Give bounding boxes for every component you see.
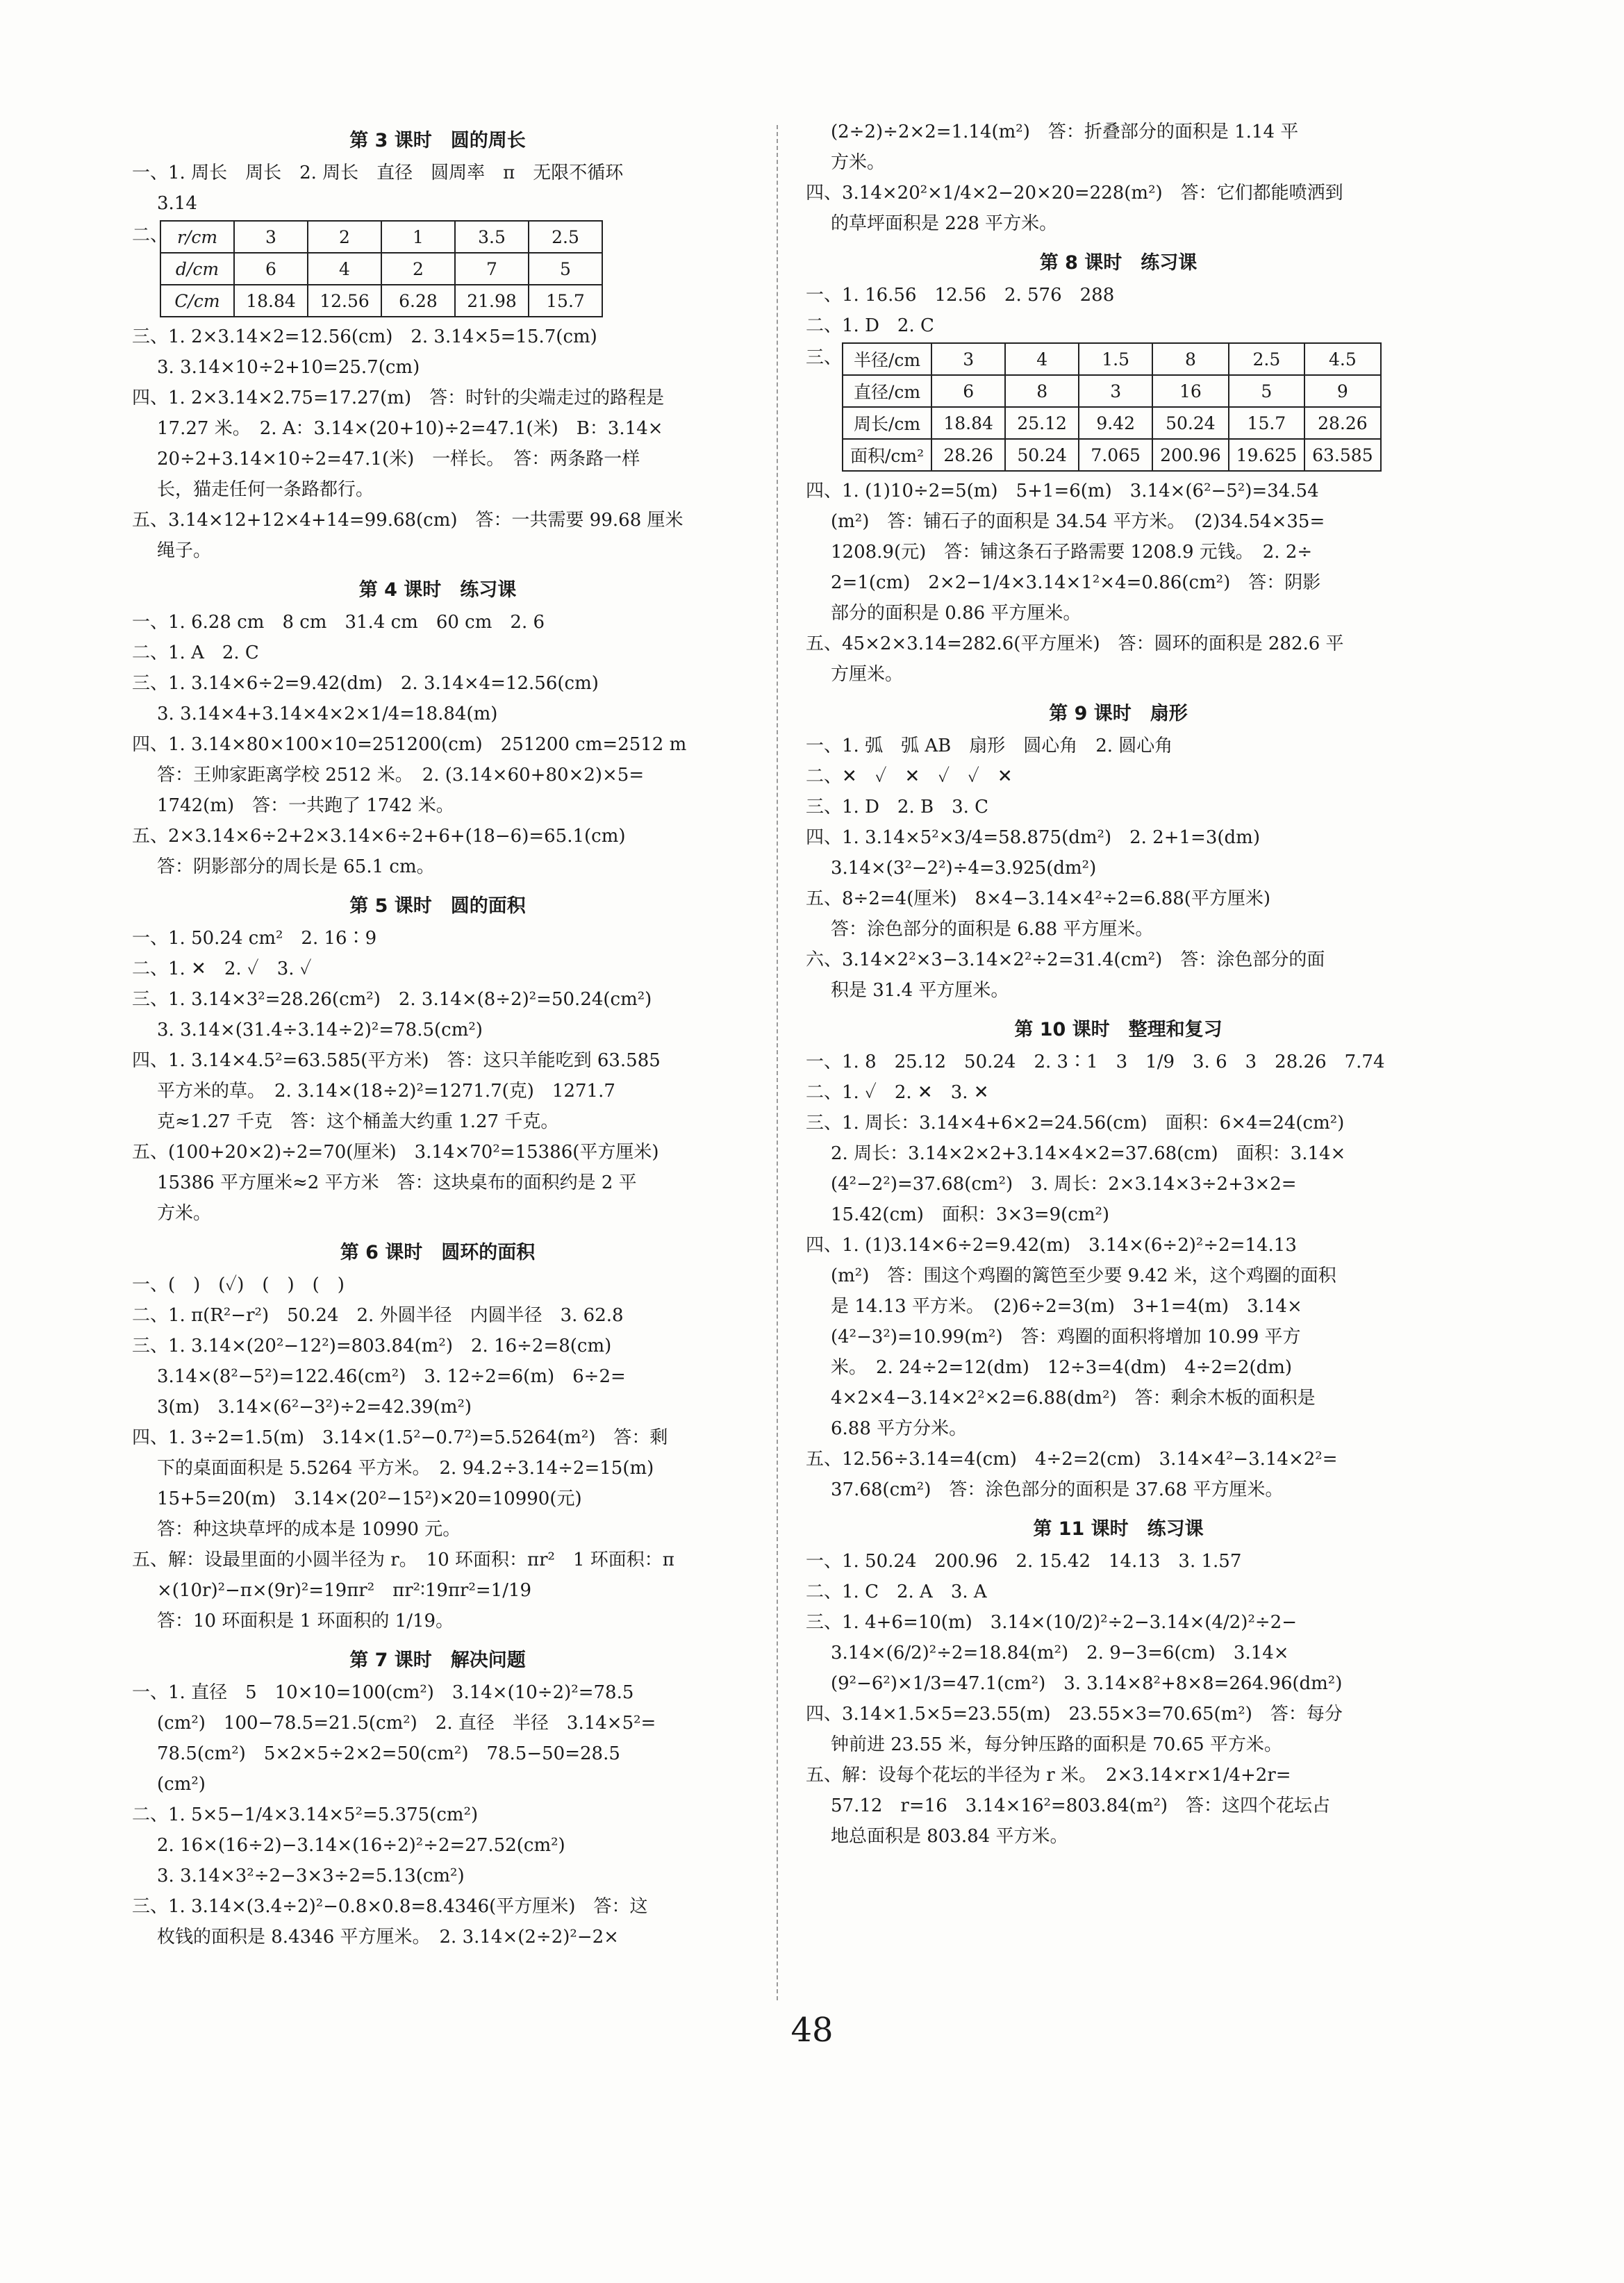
- table-cell: 面积/cm²: [843, 439, 931, 471]
- table-cell: 19.625: [1229, 439, 1304, 471]
- answer-line: 二、1. 5×5−1/4×3.14×5²=5.375(cm²): [132, 1804, 479, 1825]
- answer-line: 3. 3.14×4+3.14×4×2×1/4=18.84(m): [157, 704, 498, 724]
- table-cell: 25.12: [1005, 407, 1079, 439]
- answer-line: 四、1. (1)3.14×6÷2=9.42(m) 3.14×(6÷2)²÷2=14.13: [806, 1235, 1297, 1256]
- table-cell: 4: [1005, 343, 1079, 375]
- answer-line: 三、1. 2×3.14×2=12.56(cm) 2. 3.14×5=15.7(cm): [132, 326, 597, 347]
- answer-table-block: [132, 220, 743, 317]
- section-title: 第 10 课时 整理和复习: [1014, 1019, 1223, 1040]
- answer-line: 二、✕ ✓ ✕ ✓ ✓ ✕: [806, 766, 1013, 787]
- answer-table-block: [806, 342, 1431, 472]
- table-cell: 4.5: [1304, 343, 1380, 375]
- table-cell: 1: [381, 221, 455, 253]
- answer-line: 答：王帅家距离学校 2512 米。 2. (3.14×60+80×2)×5=: [157, 765, 645, 786]
- table-cell: C/cm: [160, 285, 234, 317]
- table-cell: 8: [1005, 375, 1079, 407]
- answer-line: 二、1. C 2. A 3. A: [806, 1582, 987, 1602]
- table-cell: 周长/cm: [843, 407, 931, 439]
- answer-line: (m²) 答：铺石子的面积是 34.54 平方米。 (2)34.54×35=: [831, 511, 1325, 532]
- answer-line: 3.14×(6/2)²÷2=18.84(m²) 2. 9−3=6(cm) 3.14×: [831, 1643, 1289, 1663]
- table-cell: 15.7: [1229, 407, 1304, 439]
- answer-line: 三、1. 周长：3.14×4+6×2=24.56(cm) 面积：6×4=24(cm²): [806, 1113, 1345, 1134]
- answer-line: 2=1(cm) 2×2−1/4×3.14×1²×4=0.86(cm²) 答：阴影: [831, 572, 1321, 593]
- answer-line: 一、1. 弧 弧 AB 扇形 圆心角 2. 圆心角: [806, 736, 1173, 756]
- answer-line: 1208.9(元) 答：铺这条石子路需要 1208.9 元钱。 2. 2÷: [831, 542, 1313, 563]
- table-cell: 4: [308, 253, 381, 285]
- answer-table: [160, 220, 603, 317]
- answer-line: 部分的面积是 0.86 平方厘米。: [831, 603, 1082, 624]
- answer-table: [842, 342, 1382, 472]
- answer-line: 一、1. 6.28 cm 8 cm 31.4 cm 60 cm 2. 6: [132, 612, 545, 633]
- answer-line: 二、1. ✕ 2. ✓ 3. ✓: [132, 958, 312, 979]
- answer-line: (cm²): [157, 1774, 206, 1795]
- answer-line: 答：种这块草坪的成本是 10990 元。: [157, 1519, 461, 1540]
- answer-line: 3. 3.14×10÷2+10=25.7(cm): [157, 357, 420, 378]
- answer-line: 五、12.56÷3.14=4(cm) 4÷2=2(cm) 3.14×4²−3.14×2²=: [806, 1449, 1338, 1470]
- section-title: 第 5 课时 圆的面积: [349, 895, 526, 917]
- section-title: 第 7 课时 解决问题: [349, 1650, 526, 1671]
- table-row: [843, 343, 1381, 375]
- answer-line: 四、1. (1)10÷2=5(m) 5+1=6(m) 3.14×(6²−5²)=34.54: [806, 481, 1319, 501]
- answer-line: 6.88 平方分米。: [831, 1418, 968, 1439]
- answer-line: 四、1. 3.14×5²×3/4=58.875(dm²) 2. 2+1=3(dm): [806, 827, 1260, 848]
- answer-line: 3(m) 3.14×(6²−3²)÷2=42.39(m²): [157, 1397, 472, 1418]
- table-cell: 9: [1304, 375, 1380, 407]
- answer-line: 一、1. 16.56 12.56 2. 576 288: [806, 285, 1115, 306]
- answer-line: 3. 3.14×3²÷2−3×3÷2=5.13(cm²): [157, 1866, 465, 1886]
- answer-line: 平方米的草。 2. 3.14×(18÷2)²=1271.7(克) 1271.7: [157, 1081, 615, 1102]
- answer-line: 三、1. D 2. B 3. C: [806, 797, 989, 817]
- answer-line: 二、1. D 2. C: [806, 315, 934, 336]
- table-row: [160, 285, 602, 317]
- answer-line: 长，猫走任何一条路都行。: [157, 479, 374, 500]
- answer-line: 3.14×(3²−2²)÷4=3.925(dm²): [831, 858, 1097, 879]
- table-cell: 50.24: [1005, 439, 1079, 471]
- section-title: 第 3 课时 圆的周长: [349, 130, 526, 151]
- table-cell: 3: [234, 221, 308, 253]
- section-title: 第 6 课时 圆环的面积: [340, 1242, 536, 1263]
- answer-line: 四、1. 3.14×4.5²=63.585(平方米) 答：这只羊能吃到 63.585: [132, 1050, 661, 1071]
- answer-line: 四、1. 2×3.14×2.75=17.27(m) 答：时针的尖端走过的路程是: [132, 388, 665, 408]
- answer-line: 四、1. 3÷2=1.5(m) 3.14×(1.5²−0.7²)=5.5264(m²) 答：剩: [132, 1427, 668, 1448]
- answer-line: 五、2×3.14×6÷2+2×3.14×6÷2+6+(18−6)=65.1(cm): [132, 826, 626, 847]
- answer-line: 绳子。: [157, 540, 212, 561]
- answer-line: 五、3.14×12+12×4+14=99.68(cm) 答：一共需要 99.68 厘米: [132, 510, 683, 531]
- answer-line: ×(10r)²−π×(9r)²=19πr² πr²∶19πr²=1/19: [157, 1580, 532, 1601]
- table-cell: 50.24: [1152, 407, 1228, 439]
- table-cell: 15.7: [529, 285, 602, 317]
- table-row: [843, 439, 1381, 471]
- answer-line: 57.12 r=16 3.14×16²=803.84(m²) 答：这四个花坛占: [831, 1795, 1331, 1816]
- table-cell: 6.28: [381, 285, 455, 317]
- table-cell: 5: [529, 253, 602, 285]
- answer-line: 答：涂色部分的面积是 6.88 平方厘米。: [831, 919, 1154, 940]
- table-cell: 12.56: [308, 285, 381, 317]
- answer-line: 方厘米。: [831, 664, 904, 685]
- right-column: [806, 117, 1431, 1852]
- answer-line: 克≈1.27 千克 答：这个桶盖大约重 1.27 千克。: [157, 1111, 559, 1132]
- table-cell: 21.98: [455, 285, 529, 317]
- answer-line: 地总面积是 803.84 平方米。: [831, 1826, 1068, 1847]
- table-row: [843, 407, 1381, 439]
- page-number: 48: [790, 2011, 834, 2050]
- answer-line: 二、1. π(R²−r²) 50.24 2. 外圆半径 内圆半径 3. 62.8: [132, 1305, 624, 1326]
- answer-line: 37.68(cm²) 答：涂色部分的面积是 37.68 平方厘米。: [831, 1479, 1284, 1500]
- table-cell: 18.84: [931, 407, 1005, 439]
- answer-line: (9²−6²)×1/3=47.1(cm²) 3. 3.14×8²+8×8=264.96(dm²): [831, 1673, 1343, 1694]
- table-cell: 半径/cm: [843, 343, 931, 375]
- answer-line: 2. 周长：3.14×2×2+3.14×4×2=37.68(cm) 面积：3.14×: [831, 1143, 1346, 1164]
- answer-line: 四、3.14×1.5×5=23.55(m) 23.55×3=70.65(m²) 答：每分: [806, 1704, 1343, 1725]
- answer-line: 3. 3.14×(31.4÷3.14÷2)²=78.5(cm²): [157, 1020, 483, 1040]
- answer-line: 4×2×4−3.14×2²×2=6.88(dm²) 答：剩余木板的面积是: [831, 1388, 1316, 1409]
- table-cell: r/cm: [160, 221, 234, 253]
- answer-line: 一、1. 周长 周长 2. 周长 直径 圆周率 π 无限不循环: [132, 163, 624, 183]
- answer-line: 三、1. 4+6=10(m) 3.14×(10/2)²÷2−3.14×(4/2)²÷2−: [806, 1612, 1297, 1633]
- table-cell: 2.5: [529, 221, 602, 253]
- answer-line: 2. 16×(16÷2)−3.14×(16÷2)²÷2=27.52(cm²): [157, 1835, 565, 1856]
- answer-line: 三、1. 3.14×(3.4÷2)²−0.8×0.8=8.4346(平方厘米) 答：这: [132, 1896, 648, 1917]
- answer-line: 1742(m) 答：一共跑了 1742 米。: [157, 795, 454, 816]
- table-cell: 3.5: [455, 221, 529, 253]
- answer-line: 枚钱的面积是 8.4346 平方厘米。 2. 3.14×(2÷2)²−2×: [157, 1927, 619, 1948]
- table-cell: 6: [234, 253, 308, 285]
- section-title: 第 9 课时 扇形: [1049, 703, 1188, 724]
- table-row: [160, 221, 602, 253]
- answer-line: 答：10 环面积是 1 环面积的 1/19。: [157, 1611, 454, 1632]
- answer-line: 方米。: [831, 152, 886, 173]
- answer-line: 四、1. 3.14×80×100×10=251200(cm) 251200 cm=2512 m: [132, 734, 687, 755]
- table-cell: 3: [1079, 375, 1152, 407]
- answer-line: 15.42(cm) 面积：3×3=9(cm²): [831, 1204, 1110, 1225]
- table-cell: 28.26: [931, 439, 1005, 471]
- answer-line: 3.14: [157, 193, 197, 214]
- table-cell: 6: [931, 375, 1005, 407]
- answer-line: 下的桌面面积是 5.5264 平方米。 2. 94.2÷3.14÷2=15(m): [157, 1458, 654, 1479]
- answer-line: 三、1. 3.14×3²=28.26(cm²) 2. 3.14×(8÷2)²=50.24(cm²): [132, 989, 652, 1010]
- answer-line: 是 14.13 平方米。 (2)6÷2=3(m) 3+1=4(m) 3.14×: [831, 1296, 1302, 1317]
- section-title: 第 4 课时 练习课: [358, 579, 517, 601]
- table-cell: 2: [308, 221, 381, 253]
- table-cell: 5: [1229, 375, 1304, 407]
- answer-line: 15386 平方厘米≈2 平方米 答：这块桌布的面积约是 2 平: [157, 1172, 637, 1193]
- answer-line: 二、1. ✓ 2. ✕ 3. ✕: [806, 1082, 989, 1103]
- table-cell: 2.5: [1229, 343, 1304, 375]
- table-cell: 8: [1152, 343, 1228, 375]
- answer-line: (cm²) 100−78.5=21.5(cm²) 2. 直径 半径 3.14×5²=: [157, 1713, 656, 1734]
- table-label: 三、: [806, 347, 843, 368]
- answer-line: 方米。: [157, 1203, 212, 1224]
- answer-line: 15+5=20(m) 3.14×(20²−15²)×20=10990(元): [157, 1488, 582, 1509]
- answer-line: 一、1. 直径 5 10×10=100(cm²) 3.14×(10÷2)²=78.5: [132, 1682, 634, 1703]
- section-title: 第 8 课时 练习课: [1039, 252, 1198, 274]
- answer-line: 答：阴影部分的周长是 65.1 cm。: [157, 856, 435, 877]
- answer-line: 积是 31.4 平方厘米。: [831, 980, 1009, 1001]
- answer-line: (m²) 答：围这个鸡圈的篱笆至少要 9.42 米，这个鸡圈的面积: [831, 1265, 1336, 1286]
- table-label: 二、: [132, 225, 169, 246]
- table-cell: 200.96: [1152, 439, 1228, 471]
- answer-line: 一、( ) (✓) ( ) ( ): [132, 1275, 345, 1295]
- answer-line: 三、1. 3.14×(20²−12²)=803.84(m²) 2. 16÷2=8(cm): [132, 1336, 612, 1356]
- table-cell: 9.42: [1079, 407, 1152, 439]
- answer-line: 五、解：设最里面的小圆半径为 r。 10 环面积：πr² 1 环面积：π: [132, 1550, 674, 1570]
- answer-line: (4²−2²)=37.68(cm²) 3. 周长：2×3.14×3÷2+3×2=: [831, 1174, 1297, 1195]
- table-cell: d/cm: [160, 253, 234, 285]
- answer-line: 四、3.14×20²×1/4×2−20×20=228(m²) 答：它们都能喷洒到: [806, 183, 1343, 204]
- answer-line: (4²−3²)=10.99(m²) 答：鸡圈的面积将增加 10.99 平方: [831, 1327, 1301, 1347]
- answer-line: 17.27 米。 2. A：3.14×(20+10)÷2=47.1(米) B：3.14×: [157, 418, 663, 439]
- answer-line: 五、8÷2=4(厘米) 8×4−3.14×4²÷2=6.88(平方厘米): [806, 888, 1271, 909]
- answer-line: 一、1. 8 25.12 50.24 2. 3∶1 3 1/9 3. 6 3 28.26 7.74: [806, 1052, 1385, 1072]
- answer-line: 三、1. 3.14×6÷2=9.42(dm) 2. 3.14×4=12.56(cm): [132, 673, 599, 694]
- table-cell: 3: [931, 343, 1005, 375]
- table-cell: 1.5: [1079, 343, 1152, 375]
- answer-line: 米。 2. 24÷2=12(dm) 12÷3=4(dm) 4÷2=2(dm): [831, 1357, 1293, 1378]
- section-title: 第 11 课时 练习课: [1033, 1518, 1204, 1540]
- answer-line: 五、45×2×3.14=282.6(平方厘米) 答：圆环的面积是 282.6 平: [806, 633, 1344, 654]
- table-cell: 18.84: [234, 285, 308, 317]
- answer-line: 一、1. 50.24 200.96 2. 15.42 14.13 3. 1.57: [806, 1551, 1242, 1572]
- table-cell: 63.585: [1304, 439, 1380, 471]
- answer-line: 六、3.14×2²×3−3.14×2²÷2=31.4(cm²) 答：涂色部分的面: [806, 949, 1325, 970]
- answer-line: 二、1. A 2. C: [132, 642, 259, 663]
- answer-line: 钟前进 23.55 米，每分钟压路的面积是 70.65 平方米。: [831, 1734, 1282, 1755]
- table-cell: 2: [381, 253, 455, 285]
- table-cell: 直径/cm: [843, 375, 931, 407]
- answer-line: 78.5(cm²) 5×2×5÷2×2=50(cm²) 78.5−50=28.5: [157, 1743, 620, 1764]
- column-divider: [777, 125, 778, 2000]
- table-cell: 7.065: [1079, 439, 1152, 471]
- answer-line: 一、1. 50.24 cm² 2. 16∶9: [132, 928, 377, 949]
- answer-line: 20÷2+3.14×10÷2=47.1(米) 一样长。 答：两条路一样: [157, 449, 640, 470]
- table-cell: 28.26: [1304, 407, 1380, 439]
- answer-line: 3.14×(8²−5²)=122.46(cm²) 3. 12÷2=6(m) 6÷2=: [157, 1366, 626, 1387]
- table-row: [160, 253, 602, 285]
- answer-line: (2÷2)÷2×2=1.14(m²) 答：折叠部分的面积是 1.14 平: [831, 122, 1299, 142]
- answer-line: 的草坪面积是 228 平方米。: [831, 213, 1058, 234]
- table-row: [843, 375, 1381, 407]
- table-cell: 7: [455, 253, 529, 285]
- answer-line: 五、(100+20×2)÷2=70(厘米) 3.14×70²=15386(平方厘米): [132, 1142, 659, 1163]
- left-column: [132, 117, 743, 1952]
- table-cell: 16: [1152, 375, 1228, 407]
- answer-line: 五、解：设每个花坛的半径为 r 米。 2×3.14×r×1/4+2r=: [806, 1765, 1291, 1786]
